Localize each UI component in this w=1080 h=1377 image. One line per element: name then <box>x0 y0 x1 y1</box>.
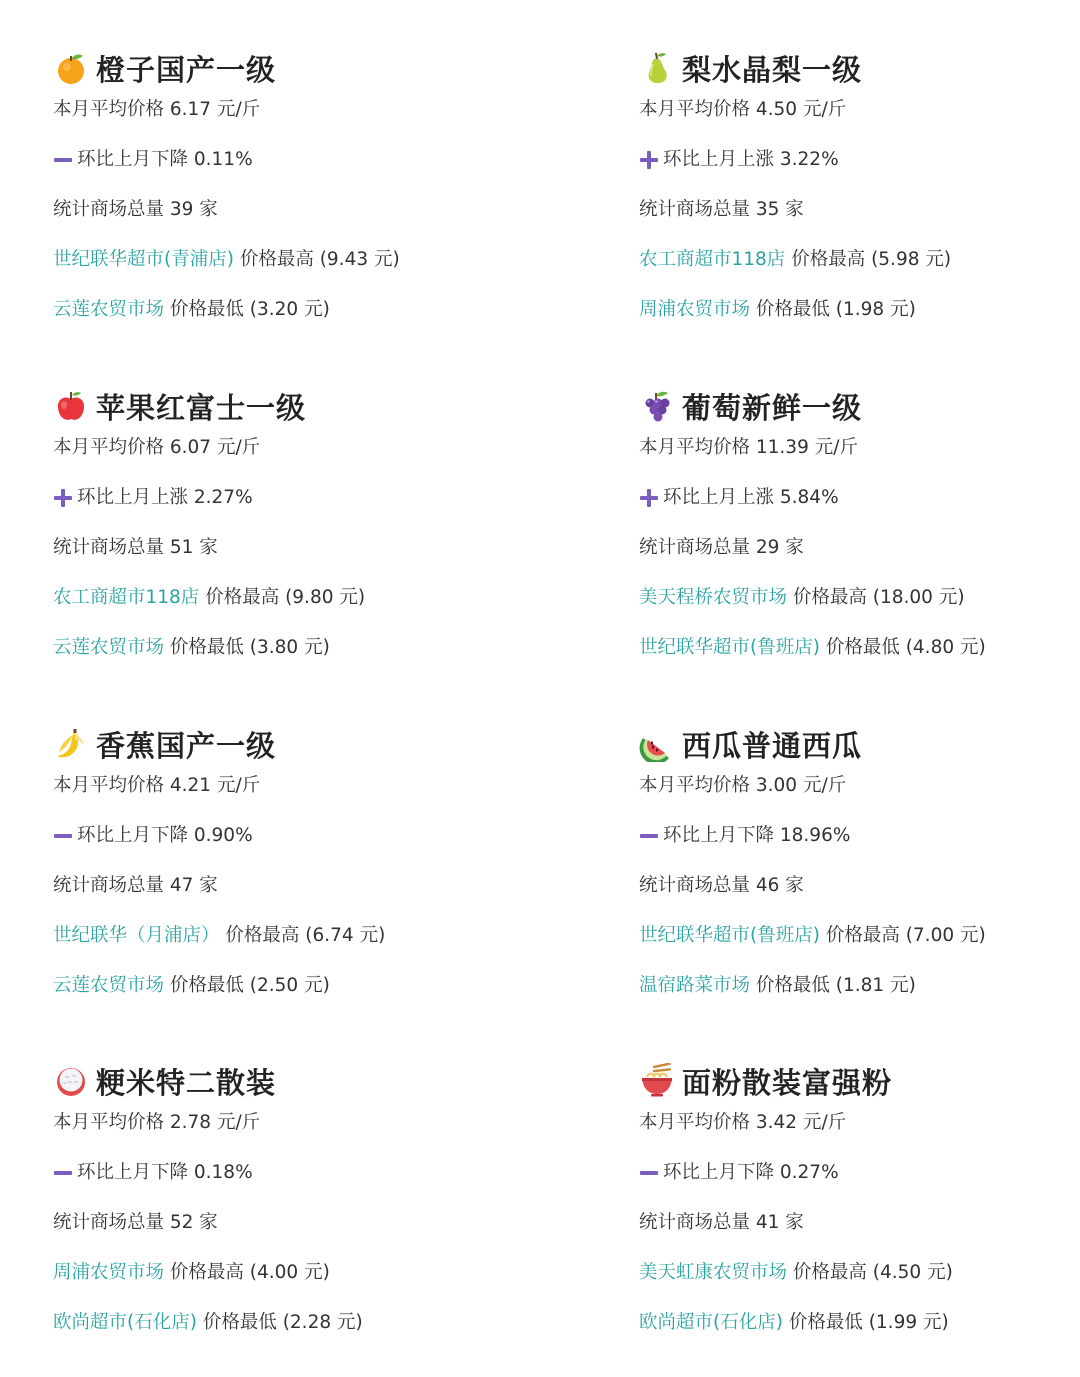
lowest-price-market-link[interactable]: 云莲农贸市场 <box>53 637 165 658</box>
market-count: 统计商场总量 41 家 <box>639 1212 804 1233</box>
highest-price-line <box>639 586 1080 610</box>
highest-price-line <box>639 924 1080 948</box>
trend-text: 环比上月上涨 5.84% <box>663 487 839 508</box>
trend-text: 环比上月上涨 3.22% <box>663 149 839 170</box>
lowest-price-line <box>53 1311 523 1335</box>
lowest-price-market-link[interactable]: 欧尚超市(石化店) <box>639 1312 783 1333</box>
month-over-month-trend <box>639 824 1080 848</box>
price-card-orange <box>53 48 523 322</box>
highest-price-market-link[interactable]: 农工商超市118店 <box>639 249 786 270</box>
card-title-row <box>53 386 523 426</box>
month-over-month-trend <box>639 486 1080 510</box>
pear-icon <box>639 50 675 86</box>
lowest-price-line <box>53 636 523 660</box>
trend-text: 环比上月下降 0.11% <box>77 149 253 170</box>
month-over-month-trend <box>53 824 523 848</box>
highest-price-market-link[interactable]: 世纪联华超市(青浦店) <box>53 249 234 270</box>
minus-icon <box>53 1163 73 1183</box>
grapes-icon <box>639 388 675 424</box>
plus-icon <box>639 488 659 508</box>
card-title: 苹果红富士一级 <box>96 390 307 425</box>
lowest-price-line <box>639 298 1080 322</box>
lowest-price-market-link[interactable]: 云莲农贸市场 <box>53 975 165 996</box>
lowest-price-text: 价格最低 (2.28 元) <box>196 1312 363 1333</box>
minus-icon <box>53 826 73 846</box>
average-price: 本月平均价格 6.07 元/斤 <box>53 437 261 458</box>
price-card-watermelon <box>639 724 1080 998</box>
apple-icon <box>53 388 89 424</box>
card-title-row <box>53 48 523 88</box>
rice-icon <box>53 1063 89 1099</box>
price-card-grapes <box>639 386 1080 660</box>
trend-text: 环比上月下降 18.96% <box>663 825 851 846</box>
highest-price-line <box>53 924 523 948</box>
lowest-price-text: 价格最低 (1.81 元) <box>750 975 916 996</box>
month-over-month-trend <box>53 148 523 172</box>
card-title: 粳米特二散装 <box>96 1065 277 1100</box>
price-card-apple <box>53 386 523 660</box>
trend-text: 环比上月下降 0.90% <box>77 825 253 846</box>
lowest-price-market-link[interactable]: 云莲农贸市场 <box>53 299 165 320</box>
card-title-row <box>639 724 1080 764</box>
highest-price-text: 价格最高 (6.74 元) <box>219 925 386 946</box>
lowest-price-line <box>639 636 1080 660</box>
lowest-price-text: 价格最低 (1.98 元) <box>750 299 916 320</box>
highest-price-line <box>53 1261 523 1285</box>
highest-price-market-link[interactable]: 美天程桥农贸市场 <box>639 587 788 608</box>
lowest-price-line <box>639 974 1080 998</box>
market-count: 统计商场总量 29 家 <box>639 537 804 558</box>
card-title: 面粉散装富强粉 <box>682 1065 893 1100</box>
lowest-price-market-link[interactable]: 欧尚超市(石化店) <box>53 1312 197 1333</box>
highest-price-market-link[interactable]: 世纪联华（月浦店） <box>53 925 220 946</box>
lowest-price-line <box>53 974 523 998</box>
trend-text: 环比上月上涨 2.27% <box>77 487 253 508</box>
price-card-flour <box>639 1061 1080 1335</box>
market-count: 统计商场总量 47 家 <box>53 875 218 896</box>
highest-price-market-link[interactable]: 周浦农贸市场 <box>53 1262 165 1283</box>
market-count: 统计商场总量 39 家 <box>53 199 218 220</box>
minus-icon <box>53 150 73 170</box>
card-title: 西瓜普通西瓜 <box>682 728 863 763</box>
price-card-rice <box>53 1061 523 1335</box>
highest-price-text: 价格最高 (9.80 元) <box>199 587 366 608</box>
month-over-month-trend <box>639 148 1080 172</box>
plus-icon <box>639 150 659 170</box>
average-price: 本月平均价格 4.21 元/斤 <box>53 775 261 796</box>
lowest-price-market-link[interactable]: 温宿路菜市场 <box>639 975 751 996</box>
banana-icon <box>53 726 89 762</box>
average-price: 本月平均价格 3.00 元/斤 <box>639 775 847 796</box>
average-price: 本月平均价格 2.78 元/斤 <box>53 1112 261 1133</box>
average-price: 本月平均价格 3.42 元/斤 <box>639 1112 847 1133</box>
average-price: 本月平均价格 6.17 元/斤 <box>53 99 261 120</box>
highest-price-line <box>639 248 1080 272</box>
highest-price-text: 价格最高 (18.00 元) <box>787 587 965 608</box>
average-price: 本月平均价格 11.39 元/斤 <box>639 437 858 458</box>
average-price: 本月平均价格 4.50 元/斤 <box>639 99 847 120</box>
market-count: 统计商场总量 51 家 <box>53 537 218 558</box>
price-card-banana <box>53 724 523 998</box>
card-title: 葡萄新鲜一级 <box>682 390 863 425</box>
trend-text: 环比上月下降 0.27% <box>663 1162 839 1183</box>
highest-price-market-link[interactable]: 农工商超市118店 <box>53 587 200 608</box>
market-count: 统计商场总量 35 家 <box>639 199 804 220</box>
trend-text: 环比上月下降 0.18% <box>77 1162 253 1183</box>
highest-price-line <box>639 1261 1080 1285</box>
card-title: 橙子国产一级 <box>96 52 277 87</box>
card-title: 香蕉国产一级 <box>96 728 277 763</box>
highest-price-text: 价格最高 (4.50 元) <box>787 1262 953 1283</box>
lowest-price-line <box>639 1311 1080 1335</box>
card-title-row <box>53 724 523 764</box>
highest-price-text: 价格最高 (9.43 元) <box>233 249 400 270</box>
lowest-price-text: 价格最低 (2.50 元) <box>164 975 330 996</box>
highest-price-text: 价格最高 (7.00 元) <box>819 925 986 946</box>
card-title-row <box>53 1061 523 1101</box>
highest-price-market-link[interactable]: 美天虹康农贸市场 <box>639 1262 788 1283</box>
lowest-price-text: 价格最低 (3.20 元) <box>164 299 330 320</box>
market-count: 统计商场总量 46 家 <box>639 875 804 896</box>
minus-icon <box>639 826 659 846</box>
noodle-bowl-icon <box>639 1063 675 1099</box>
lowest-price-market-link[interactable]: 世纪联华超市(鲁班店) <box>639 637 820 658</box>
card-title-row <box>639 48 1080 88</box>
lowest-price-text: 价格最低 (3.80 元) <box>164 637 330 658</box>
lowest-price-line <box>53 298 523 322</box>
highest-price-line <box>53 248 523 272</box>
month-over-month-trend <box>53 1161 523 1185</box>
orange-icon <box>53 50 89 86</box>
lowest-price-text: 价格最低 (4.80 元) <box>819 637 986 658</box>
plus-icon <box>53 488 73 508</box>
card-title-row <box>639 1061 1080 1101</box>
price-card-pear <box>639 48 1080 322</box>
highest-price-line <box>53 586 523 610</box>
lowest-price-market-link[interactable]: 周浦农贸市场 <box>639 299 751 320</box>
highest-price-market-link[interactable]: 世纪联华超市(鲁班店) <box>639 925 820 946</box>
lowest-price-text: 价格最低 (1.99 元) <box>782 1312 949 1333</box>
highest-price-text: 价格最高 (4.00 元) <box>164 1262 330 1283</box>
card-title: 梨水晶梨一级 <box>682 52 863 87</box>
card-title-row <box>639 386 1080 426</box>
month-over-month-trend <box>53 486 523 510</box>
watermelon-icon <box>639 726 675 762</box>
minus-icon <box>639 1163 659 1183</box>
market-count: 统计商场总量 52 家 <box>53 1212 218 1233</box>
highest-price-text: 价格最高 (5.98 元) <box>785 249 952 270</box>
month-over-month-trend <box>639 1161 1080 1185</box>
